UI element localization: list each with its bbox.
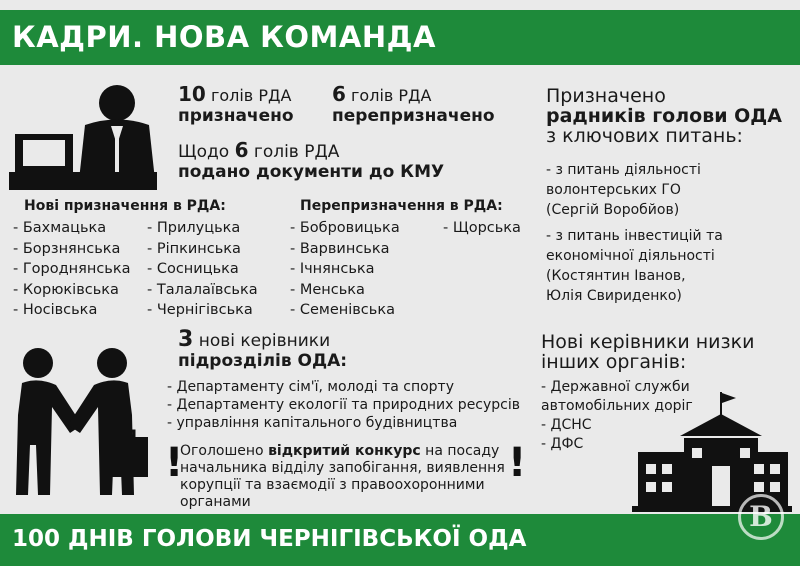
new-appointments-col1 [13, 218, 131, 321]
other-bodies-title-2: інших органів: [541, 351, 687, 373]
departments-list [167, 378, 520, 432]
other-bodies-title-1: Нові керівники низки [541, 331, 755, 353]
exclamation-icon: ! [165, 440, 184, 486]
appointed-label: голів РДА [210, 86, 292, 105]
list-item: - ДСНС [541, 417, 592, 433]
appointed-caption: призначено [178, 106, 294, 126]
list-item: - Семенівська [290, 302, 395, 318]
page-title: КАДРИ. НОВА КОМАНДА [12, 20, 436, 54]
list-item: - з питань інвестицій та [546, 228, 723, 244]
list-item: (Костянтин Іванов, [546, 268, 686, 284]
departments-block [178, 327, 348, 371]
appointed-stat [178, 84, 294, 126]
list-item: - Менська [290, 281, 365, 298]
list-item: - Чернігівська [147, 302, 253, 318]
list-item: - Сосницька [147, 261, 239, 277]
list-item: - Борзнянська [13, 240, 121, 257]
departments-title-2: підрозділів ОДА: [178, 351, 348, 371]
reappointments-col1 [290, 218, 400, 321]
list-item: - управління капітального будівництва [167, 415, 458, 431]
new-appointments-col2 [147, 218, 258, 321]
contest-notice [180, 443, 505, 511]
reappointed-number: 6 [332, 82, 346, 106]
list-item: (Сергій Воробйов) [546, 202, 680, 218]
documents-caption: подано документи до КМУ [178, 162, 445, 182]
departments-number: 3 [178, 327, 194, 352]
footer-band [0, 514, 800, 566]
list-item: - Бахмацька [13, 220, 107, 236]
advisers-title-1: Призначено [546, 85, 666, 107]
contest-line2: начальника відділу запобігання, виявлення [180, 460, 505, 476]
contest-highlight: відкритий конкурс [268, 443, 421, 459]
list-item: - Носівська [13, 302, 98, 318]
footer-title: 100 ДНІВ ГОЛОВИ ЧЕРНІГІВСЬКОЇ ОДА [12, 526, 527, 552]
list-item: економічної діяльності [546, 248, 715, 264]
header-band [0, 10, 800, 65]
list-item: - Державної служби [541, 379, 690, 395]
list-item: автомобільних доріг [541, 398, 693, 414]
documents-number: 6 [234, 138, 249, 162]
list-item: - Корюківська [13, 281, 119, 298]
documents-label: голів РДА [253, 142, 340, 162]
departments-title-1: нові керівники [198, 331, 331, 351]
reappointments-heading: Перепризначення в РДА: [300, 198, 503, 214]
documents-stat [178, 140, 444, 182]
exclamation-icon: ! [508, 440, 527, 486]
handshake-icon [10, 345, 160, 505]
list-item: - Городнянська [13, 261, 131, 277]
contest-line1-end: на посаду [425, 443, 500, 459]
list-item: волонтерських ГО [546, 182, 681, 198]
list-item: - Бобровицька [290, 220, 400, 236]
advisers-title-3: з ключових питань: [546, 125, 743, 147]
reappointed-stat [332, 84, 495, 126]
advisers-title-2: радників голови ОДА [546, 105, 782, 127]
list-item: - Ріпкинська [147, 240, 241, 257]
appointed-number: 10 [178, 82, 206, 106]
list-item: - Ічнянська [290, 261, 375, 277]
other-bodies-block [541, 332, 754, 372]
contest-prefix: Оголошено [180, 443, 264, 459]
list-item: - Талалаївська [147, 281, 258, 298]
documents-prefix: Щодо [178, 142, 230, 162]
list-item: - ДФС [541, 436, 584, 452]
advisers-list [546, 160, 723, 306]
list-item: Юлія Свириденко) [546, 288, 682, 304]
contest-line4: органами [180, 494, 251, 510]
contest-line3: корупції та взаємодії з правоохоронними [180, 477, 485, 493]
reappointments-col2 [443, 218, 521, 239]
office-worker-icon [5, 70, 160, 195]
reappointed-label: голів РДА [351, 86, 432, 105]
list-item: - з питань діяльності [546, 162, 701, 178]
list-item: - Департаменту екології та природних ресурсів [167, 397, 521, 413]
new-appointments-heading: Нові призначення в РДА: [24, 198, 226, 214]
list-item: - Щорська [443, 220, 521, 236]
list-item: - Варвинська [290, 240, 390, 257]
reappointed-caption: перепризначено [332, 106, 495, 126]
advisers-block [546, 86, 782, 146]
list-item: - Прилуцька [147, 220, 241, 236]
list-item: - Департаменту сім'ї, молоді та спорту [167, 379, 454, 395]
watermark-logo-icon: B [738, 494, 784, 540]
